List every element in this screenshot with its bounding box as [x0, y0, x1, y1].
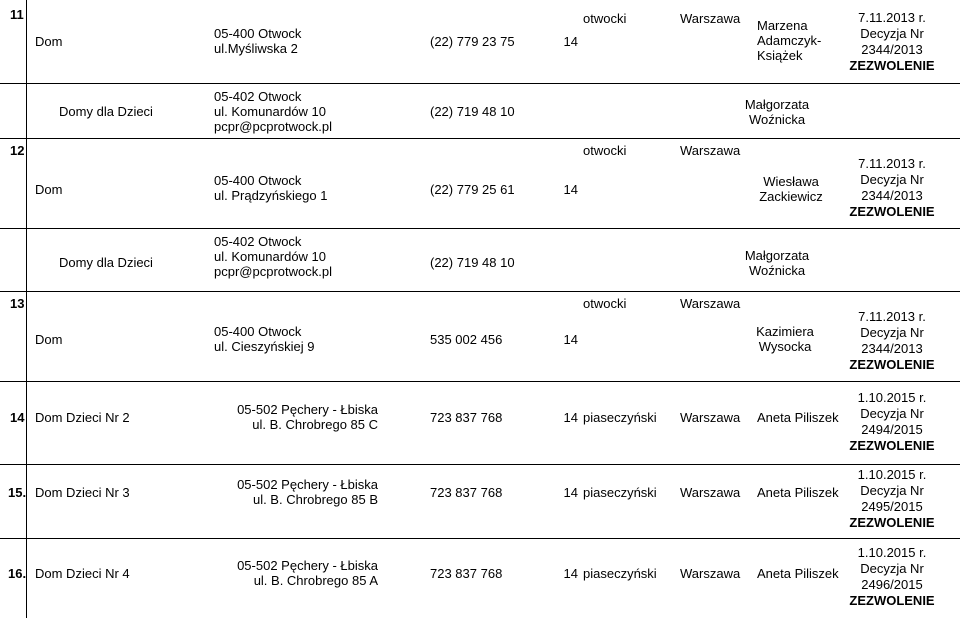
row-divider [0, 138, 960, 139]
row-divider [0, 464, 960, 465]
row-divider [0, 381, 960, 382]
facility-voivodeship: Warszawa [680, 296, 741, 311]
facility-address: 05-400 Otwock ul. Prądzyńskiego 1 [214, 173, 328, 203]
facility-address: 05-502 Pęchery - Łbiska ul. B. Chrobrego 85 B [237, 477, 378, 507]
facility-phone: (22) 779 23 75 [430, 34, 515, 49]
decision-type: ZEZWOLENIE [849, 357, 935, 372]
row-number: 13 [10, 296, 25, 311]
facility-address: 05-400 Otwock ul. Cieszyńskiej 9 [214, 324, 315, 354]
decision-number: 2344/2013 [861, 188, 923, 203]
decision-block [822, 156, 960, 220]
row-number: 16. [8, 566, 27, 581]
facility-type: Dom [35, 182, 63, 197]
facility-phone: 723 837 768 [430, 410, 503, 425]
organizer-address: 05-402 Otwock ul. Komunardów 10 pcpr@pcprotwock.pl [214, 89, 332, 134]
facility-director: Wiesława Zackiewicz [759, 174, 823, 204]
decision-number: 2344/2013 [861, 42, 923, 57]
decision-date: 7.11.2013 r. [858, 10, 926, 25]
facility-county: otwocki [583, 296, 627, 311]
facility-capacity: 14 [563, 182, 578, 197]
decision-date: 1.10.2015 r. [857, 467, 927, 482]
facility-address: 05-400 Otwock ul.Myśliwska 2 [214, 26, 302, 56]
decision-number: 2494/2015 [861, 422, 923, 437]
decision-label: Decyzja Nr [860, 406, 924, 421]
decision-type: ZEZWOLENIE [849, 58, 935, 73]
decision-label: Decyzja Nr [860, 561, 924, 576]
decision-label: Decyzja Nr [860, 325, 924, 340]
facility-voivodeship: Warszawa [680, 566, 741, 581]
facility-county: piaseczyński [583, 566, 657, 581]
row-divider [0, 228, 960, 229]
row-number: 12 [10, 143, 25, 158]
facility-capacity: 14 [563, 34, 578, 49]
decision-type: ZEZWOLENIE [849, 593, 935, 608]
facility-phone: 723 837 768 [430, 566, 503, 581]
facility-director: Aneta Piliszek [757, 566, 839, 581]
facility-director: Aneta Piliszek [757, 410, 839, 425]
organizer-address: 05-402 Otwock ul. Komunardów 10 pcpr@pcprotwock.pl [214, 234, 332, 279]
decision-block [822, 467, 960, 531]
facility-capacity: 14 [563, 332, 578, 347]
decision-label: Decyzja Nr [860, 26, 924, 41]
organizer-type: Domy dla Dzieci [59, 255, 153, 270]
facility-phone: (22) 779 25 61 [430, 182, 515, 197]
organizer-phone: (22) 719 48 10 [430, 255, 515, 270]
row-divider [0, 83, 960, 84]
facility-type: Dom Dzieci Nr 2 [35, 410, 130, 425]
decision-block [822, 309, 960, 373]
decision-type: ZEZWOLENIE [849, 438, 935, 453]
row-number: 15. [8, 485, 27, 500]
facility-county: piaseczyński [583, 485, 657, 500]
facility-county: piaseczyński [583, 410, 657, 425]
facility-phone: 535 002 456 [430, 332, 503, 347]
decision-block [822, 390, 960, 454]
decision-date: 1.10.2015 r. [857, 390, 927, 405]
decision-label: Decyzja Nr [860, 172, 924, 187]
facility-type: Dom Dzieci Nr 4 [35, 566, 130, 581]
facility-voivodeship: Warszawa [680, 410, 741, 425]
facility-address: 05-502 Pęchery - Łbiska ul. B. Chrobrego 85 C [237, 402, 378, 432]
facility-type: Dom Dzieci Nr 3 [35, 485, 130, 500]
column-divider [26, 0, 27, 618]
facility-capacity: 14 [563, 485, 578, 500]
organizer-director: Małgorzata Woźnicka [744, 248, 810, 278]
facility-type: Dom [35, 332, 63, 347]
decision-type: ZEZWOLENIE [849, 204, 935, 219]
facility-county: otwocki [583, 11, 627, 26]
facility-capacity: 14 [563, 566, 578, 581]
facility-capacity: 14 [563, 410, 578, 425]
facility-director: Aneta Piliszek [757, 485, 839, 500]
row-number: 11 [10, 7, 24, 22]
decision-date: 7.11.2013 r. [858, 156, 926, 171]
decision-number: 2344/2013 [861, 341, 923, 356]
row-divider [0, 538, 960, 539]
facility-director: Marzena Adamczyk- Książek [757, 18, 822, 63]
facility-address: 05-502 Pęchery - Łbiska ul. B. Chrobrego 85 A [237, 558, 378, 588]
row-number: 14 [10, 410, 25, 425]
decision-label: Decyzja Nr [860, 483, 924, 498]
facility-voivodeship: Warszawa [680, 143, 741, 158]
decision-number: 2496/2015 [861, 577, 923, 592]
facility-voivodeship: Warszawa [680, 485, 741, 500]
decision-block [822, 545, 960, 609]
organizer-director: Małgorzata Woźnicka [744, 97, 810, 127]
facility-county: otwocki [583, 143, 627, 158]
decision-date: 7.11.2013 r. [858, 309, 926, 324]
organizer-type: Domy dla Dzieci [59, 104, 153, 119]
facility-phone: 723 837 768 [430, 485, 503, 500]
decision-type: ZEZWOLENIE [849, 515, 935, 530]
facility-voivodeship: Warszawa [680, 11, 741, 26]
decision-block [822, 10, 960, 74]
decision-date: 1.10.2015 r. [857, 545, 927, 560]
facility-director: Kazimiera Wysocka [756, 324, 814, 354]
row-divider [0, 291, 960, 292]
decision-number: 2495/2015 [861, 499, 923, 514]
organizer-phone: (22) 719 48 10 [430, 104, 515, 119]
facility-type: Dom [35, 34, 63, 49]
